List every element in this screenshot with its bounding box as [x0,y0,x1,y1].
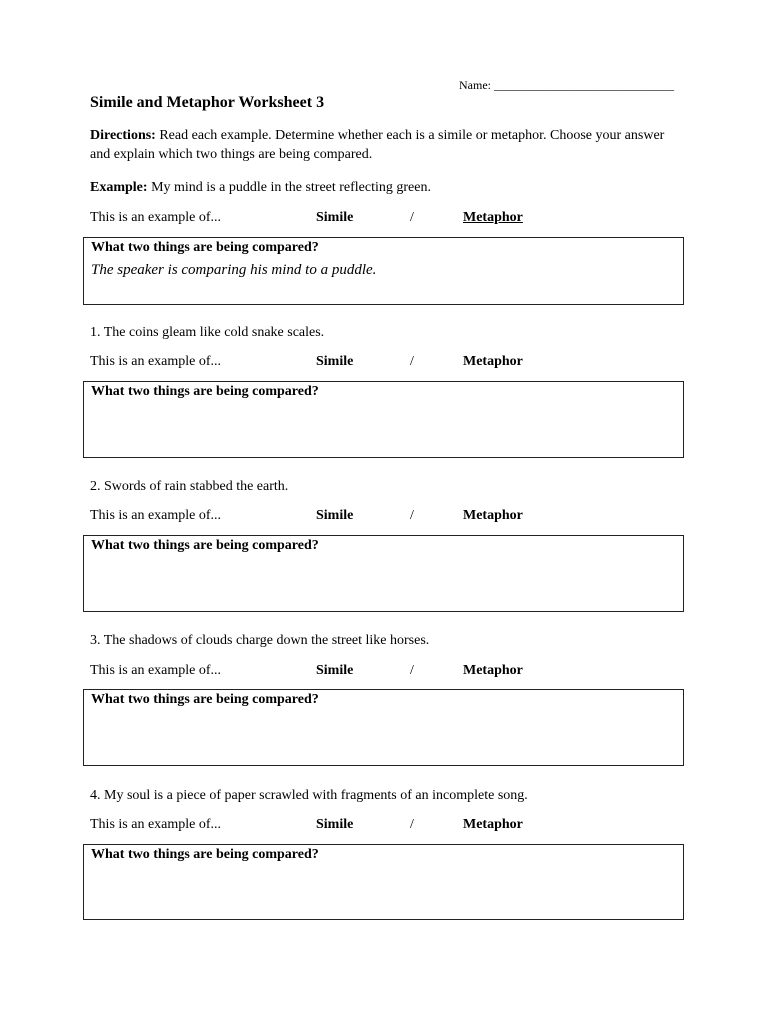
box-question: What two things are being compared? [91,847,319,862]
question-3-prompt: 3. The shadows of clouds charge down the street like horses. [90,633,430,648]
example-answer-text: The speaker is comparing his mind to a puddle. [91,262,377,278]
metaphor-option[interactable]: Metaphor [463,817,523,832]
metaphor-option[interactable]: Metaphor [463,508,523,523]
question-1-answer-row [90,354,690,372]
question-4-prompt: 4. My soul is a piece of paper scrawled with fragments of an incomplete song. [90,788,528,803]
box-question: What two things are being compared? [91,384,319,399]
box-question: What two things are being compared? [91,538,319,553]
option-separator: / [410,210,414,225]
directions [90,126,680,164]
example-prompt [90,180,431,196]
question-1-prompt: 1. The coins gleam like cold snake scales. [90,325,325,340]
simile-option[interactable]: Simile [316,354,354,369]
row-lead-text: This is an example of... [90,210,222,225]
metaphor-option-selected[interactable]: Metaphor [463,210,523,225]
option-separator: / [410,817,414,832]
simile-option[interactable]: Simile [316,508,354,523]
question-2-prompt: 2. Swords of rain stabbed the earth. [90,479,289,494]
option-separator: / [410,663,414,678]
question-1-answer-box[interactable] [83,381,684,458]
metaphor-option[interactable]: Metaphor [463,354,523,369]
example-answer-row [90,210,690,228]
row-lead-text: This is an example of... [90,663,222,678]
option-separator: / [410,354,414,369]
row-lead-text: This is an example of... [90,354,222,369]
simile-option[interactable]: Simile [316,663,354,678]
option-separator: / [410,508,414,523]
name-field[interactable]: Name: ______________________________ [459,78,674,92]
question-2-answer-box[interactable] [83,535,684,612]
directions-text: Read each example. Determine whether each is a simile or metaphor. Choose your answer and explain which two things are being compared. [90,128,665,162]
box-question: What two things are being compared? [91,692,319,707]
box-question: What two things are being compared? [91,240,319,255]
example-text: My mind is a puddle in the street reflecting green. [147,180,431,195]
example-answer-box [83,237,684,305]
question-3-answer-row [90,663,690,681]
question-4-answer-row [90,817,690,835]
question-3-answer-box[interactable] [83,689,684,766]
directions-label: Directions: [90,128,156,143]
simile-option[interactable]: Simile [316,817,354,832]
example-label: Example: [90,180,148,195]
simile-option[interactable]: Simile [316,210,354,225]
question-2-answer-row [90,508,690,526]
row-lead-text: This is an example of... [90,817,222,832]
metaphor-option[interactable]: Metaphor [463,663,523,678]
row-lead-text: This is an example of... [90,508,222,523]
worksheet-title: Simile and Metaphor Worksheet 3 [90,94,325,111]
question-4-answer-box[interactable] [83,844,684,920]
